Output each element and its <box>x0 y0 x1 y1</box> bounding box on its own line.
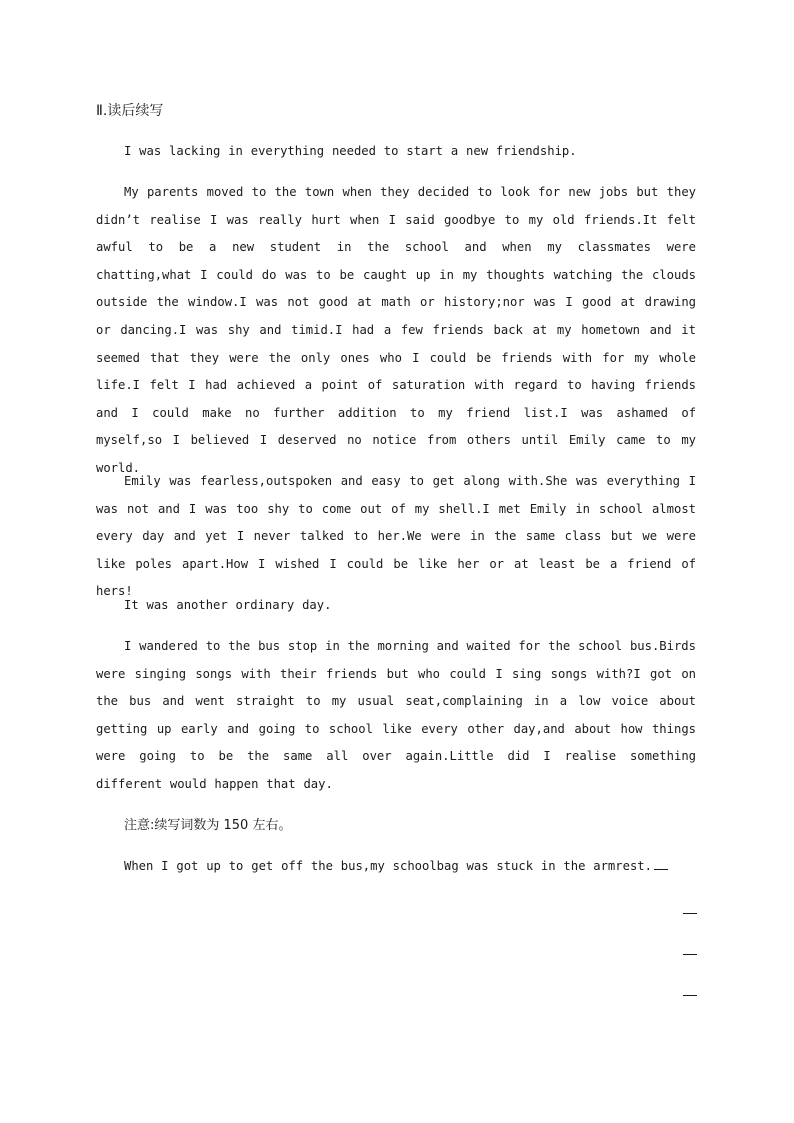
paragraph-2: My parents moved to the town when they decided to look for new jobs but they didn’t realise I was really hurt when I said goodbye to my old friends.It felt awful to be a new student in the school and when my classmates were chatting,what I could do was to be caught up in my thoughts watching the clouds outside the window.I was not good at math or history;nor was I good at drawing or dancing.I was shy and timid.I had a few friends back at my hometown and it seemed that they were the only ones who I could be friends with for my whole life.I felt I had achieved a point of saturation with regard to having friends and I could make no further addition to my friend list.I was ashamed of myself,so I believed I deserved no notice from others until Emily came to my world. <box>96 185 696 475</box>
word-count-note: 注意:续写词数为 150 左右。 <box>124 818 292 833</box>
answer-line-3[interactable] <box>683 995 697 996</box>
paragraph-3: Emily was fearless,outspoken and easy to get along with.She was everything I was not and I was too shy to come out of my shell.I met Emily in school almost every day and yet I never talked to her.We were in the same class but we were like poles apart.How I wished I could be like her or at least be a friend of hers! <box>96 474 696 599</box>
answer-line-2[interactable] <box>683 954 697 955</box>
continuation-sentence <box>96 853 696 881</box>
paragraph-5: I wandered to the bus stop in the morning and waited for the school bus.Birds were singing songs with their friends but who could I sing songs with?I got on the bus and went straight to my usual seat,complaining in a low voice about getting up early and going to school like every other day,and about how things were going to be the same all over again.Little did I realise something different would happen that day. <box>96 639 696 791</box>
paragraph-4: It was another ordinary day. <box>124 598 332 612</box>
section-title: Ⅱ.读后续写 <box>96 103 164 119</box>
answer-blank[interactable] <box>654 857 668 870</box>
continuation-text: When I got up to get off the bus,my schoolbag was stuck in the armrest. <box>124 859 652 873</box>
answer-line-1[interactable] <box>683 913 697 914</box>
paragraph-1: I was lacking in everything needed to start a new friendship. <box>124 144 577 158</box>
